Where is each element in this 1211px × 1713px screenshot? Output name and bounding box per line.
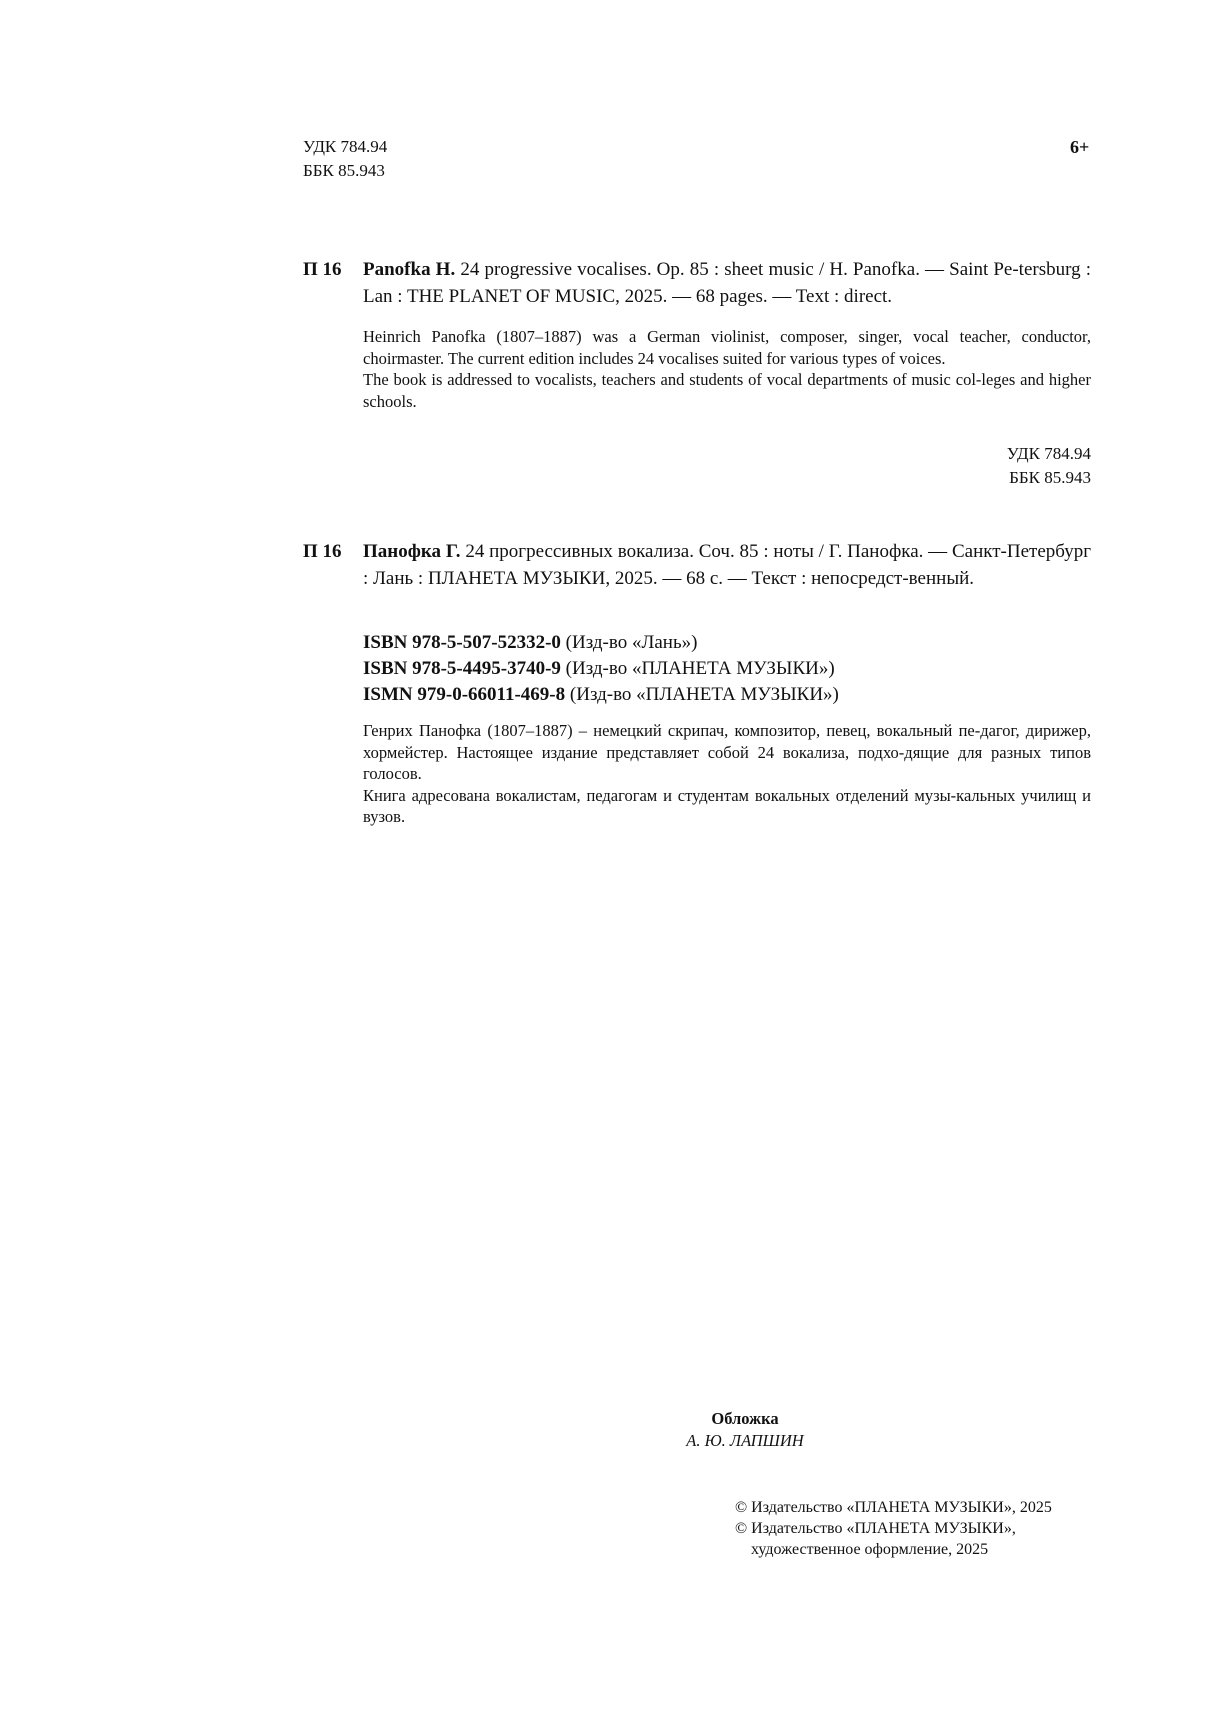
annotation-paragraph: Heinrich Panofka (1807–1887) was a German violinist, composer, singer, vocal teacher, conductor, choirmaster. The current edition includes 24 vocalises suited for various types of voices. <box>363 327 1091 368</box>
isbn-line <box>363 630 839 656</box>
copyright-line: художественное оформление, 2025 <box>751 1541 989 1558</box>
entry-description <box>363 538 1091 592</box>
cover-credit <box>675 1408 815 1452</box>
english-catalog-entry <box>303 256 1091 486</box>
entry-bbk: ББК 85.943 <box>1009 468 1091 487</box>
annotation-paragraph: Книга адресована вокалистам, педагогам и студентам вокальных отделений музы-кальных училищ и вузов. <box>363 785 1091 826</box>
entry-annotation <box>363 326 1091 412</box>
annotation-paragraph: The book is addressed to vocalists, teachers and students of vocal departments of music col-leges and higher schools. <box>363 370 1091 411</box>
entry-description <box>363 256 1091 310</box>
annotation-paragraph: Генрих Панофка (1807–1887) – немецкий скрипач, композитор, певец, вокальный пе-дагог, дирижер, хормейстер. Настоящее издание представляет собой 24 вокализа, подхо-дящие для разных типов голосов. <box>363 721 1091 783</box>
top-classification <box>303 135 387 183</box>
age-rating: 6+ <box>1070 137 1090 157</box>
isbn-line <box>363 656 839 682</box>
ismn-line <box>363 682 839 708</box>
ismn-code: ISMN 979-0-66011-469-8 <box>363 684 566 705</box>
entry-author: Panofka H. <box>363 259 456 280</box>
entry-udk: УДК 784.94 <box>1006 444 1091 463</box>
isbn-publisher: (Изд-во «ПЛАНЕТА МУЗЫКИ») <box>565 658 835 679</box>
cover-label: Обложка <box>711 1409 779 1428</box>
cover-artist: А. Ю. ЛАПШИН <box>686 1431 804 1450</box>
russian-catalog-entry <box>303 538 1091 826</box>
top-udk: УДК 784.94 <box>303 137 388 156</box>
entry-author: Панофка Г. <box>363 541 461 562</box>
isbn-code: ISBN 978-5-4495-3740-9 <box>363 658 561 679</box>
entry-code: П 16 <box>303 541 342 562</box>
copyright-line: © Издательство «ПЛАНЕТА МУЗЫКИ», 2025 <box>735 1499 1052 1516</box>
ismn-publisher: (Изд-во «ПЛАНЕТА МУЗЫКИ») <box>569 684 839 705</box>
entry-text: 24 progressive vocalises. Op. 85 : sheet music / H. Panofka. — Saint Pe-tersburg : Lan : THE PLANET OF MUSIC, 2025. — 68 pages. — Text : direct. <box>363 259 1091 307</box>
isbn-code: ISBN 978-5-507-52332-0 <box>363 632 561 653</box>
entry-annotation <box>363 720 1091 828</box>
entry-text: 24 прогрессивных вокализа. Соч. 85 : ноты / Г. Панофка. — Санкт-Петербург : Лань : ПЛАНЕТА МУЗЫКИ, 2025. — 68 с. — Текст : непосредст-венный. <box>363 541 1091 589</box>
entry-classification <box>1007 442 1091 490</box>
entry-code: П 16 <box>303 259 342 280</box>
isbn-publisher: (Изд-во «Лань») <box>565 632 698 653</box>
copyright-line: © Издательство «ПЛАНЕТА МУЗЫКИ», <box>735 1520 1016 1537</box>
copyright-block <box>735 1497 1052 1560</box>
top-bbk: ББК 85.943 <box>303 161 385 180</box>
isbn-block <box>363 630 839 708</box>
